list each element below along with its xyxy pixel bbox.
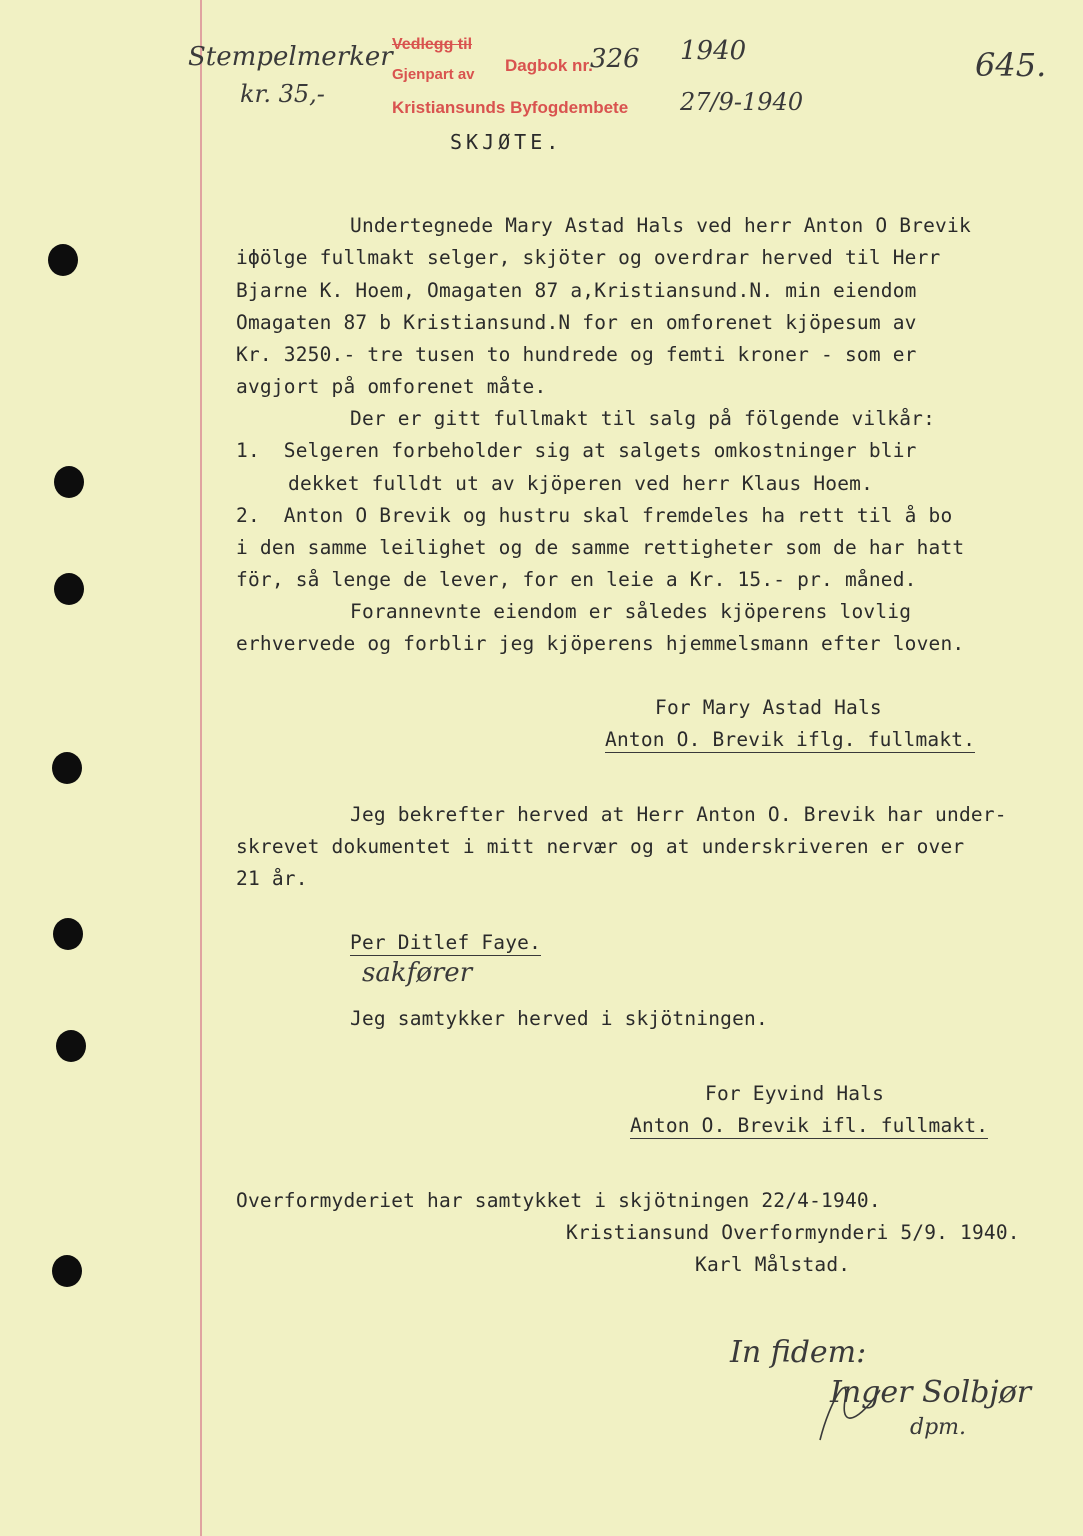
body-line: Omagaten 87 b Kristiansund.N for en omforenet kjöpesum av bbox=[236, 311, 917, 334]
stamp-line-1-struck: Vedlegg til bbox=[392, 36, 473, 53]
body-line: för, så lenge de lever, for en leie a Kr. 15.- pr. måned. bbox=[236, 568, 917, 591]
document-title: SKJØTE. bbox=[450, 130, 563, 154]
signature-name-line: Anton O. Brevik iflg. fullmakt. bbox=[605, 728, 976, 751]
diary-number: 326 bbox=[590, 44, 640, 74]
signature-for-line: For Mary Astad Hals bbox=[655, 696, 882, 719]
margin-line bbox=[200, 0, 202, 1536]
confirmation-line: skrevet dokumentet i mitt nervær og at underskriveren er over bbox=[236, 835, 965, 858]
punch-hole bbox=[52, 752, 82, 784]
body-line: iфölge fullmakt selger, skjöter og overdrar herved til Herr bbox=[236, 246, 941, 269]
body-line: Bjarne K. Hoem, Omagaten 87 a,Kristiansund.N. min eiendom bbox=[236, 279, 917, 302]
stamp-line-3: Kristiansunds Byfogdembete bbox=[392, 98, 629, 117]
witness-title: sakfører bbox=[362, 958, 473, 988]
body-line: Der er gitt fullmakt til salg på fölgende vilkår: bbox=[350, 407, 936, 430]
punch-hole bbox=[53, 918, 83, 950]
body-line: 1. Selgeren forbeholder sig at salgets omkostninger blir bbox=[236, 439, 917, 462]
punch-hole bbox=[56, 1030, 86, 1062]
signature-flourish bbox=[800, 1360, 950, 1450]
body-line: Kr. 3250.- tre tusen to hundrede og femti kroner - som er bbox=[236, 343, 917, 366]
guardianship-line: Overformyderiet har samtykket i skjötningen 22/4-1940. bbox=[236, 1189, 881, 1212]
body-line: avgjort på omforenet måte. bbox=[236, 375, 547, 398]
closing-signature: Inger Solbjør bbox=[830, 1375, 1032, 1410]
body-line: Undertegnede Mary Astad Hals ved herr Anton O Brevik bbox=[350, 214, 971, 237]
diary-year: 1940 bbox=[680, 36, 747, 66]
left-note-stamps: Stempelmerker bbox=[188, 42, 393, 72]
punch-hole bbox=[48, 244, 78, 276]
body-line: i den samme leilighet og de samme rettigheter som de har hatt bbox=[236, 536, 965, 559]
body-line: Forannevnte eiendom er således kjöperens lovlig bbox=[350, 600, 912, 623]
body-line: dekket fulldt ut av kjöperen ved herr Klaus Hoem. bbox=[288, 472, 874, 495]
page-number: 645. bbox=[975, 46, 1047, 84]
signature-name-line: Anton O. Brevik ifl. fullmakt. bbox=[630, 1114, 989, 1137]
confirmation-line: 21 år. bbox=[236, 867, 308, 890]
consent-line: Jeg samtykker herved i skjötningen. bbox=[350, 1007, 768, 1030]
witness-name: Per Ditlef Faye. bbox=[350, 931, 542, 954]
stamp-line-2: Gjenpart av bbox=[392, 66, 475, 83]
closing-signature-suffix: dpm. bbox=[910, 1415, 967, 1440]
guardianship-line: Kristiansund Overformynderi 5/9. 1940. bbox=[566, 1221, 1020, 1244]
signature-for-line: For Eyvind Hals bbox=[705, 1082, 885, 1105]
guardianship-line: Karl Målstad. bbox=[695, 1253, 851, 1276]
body-line: 2. Anton O Brevik og hustru skal fremdeles ha rett til å bo bbox=[236, 504, 953, 527]
body-line: erhvervede og forblir jeg kjöperens hjemmelsmann efter loven. bbox=[236, 632, 965, 655]
punch-hole bbox=[54, 466, 84, 498]
confirmation-line: Jeg bekrefter herved at Herr Anton O. Brevik har under- bbox=[350, 803, 1007, 826]
punch-hole bbox=[54, 573, 84, 605]
punch-hole bbox=[52, 1255, 82, 1287]
date-written: 27/9-1940 bbox=[680, 88, 804, 116]
attest-text: In fidem: bbox=[730, 1335, 867, 1370]
stamp-line-1: Dagbok nr. bbox=[505, 56, 593, 75]
left-note-amount: kr. 35,- bbox=[240, 80, 325, 108]
